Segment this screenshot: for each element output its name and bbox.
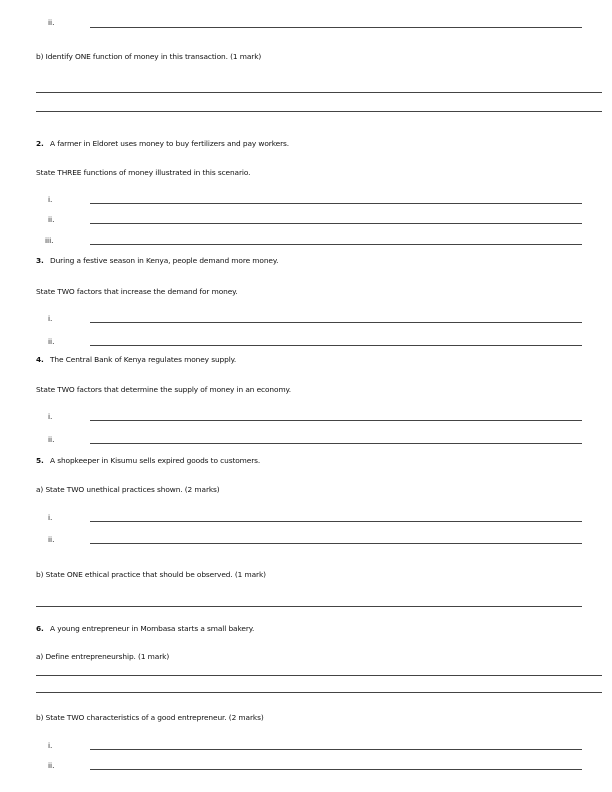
question-5b-text: b) State ONE ethical practice that should be observed. (1 mark) (36, 570, 266, 579)
answer-line[interactable] (36, 675, 602, 676)
answer-line[interactable] (90, 420, 582, 421)
answer-line[interactable] (36, 692, 602, 693)
item-label: ii. (48, 18, 55, 27)
item-label: ii. (48, 435, 55, 444)
item-label: ii. (48, 535, 55, 544)
question-6-text (36, 624, 254, 633)
question-6-stem: A young entrepreneur in Mombasa starts a small bakery. (50, 624, 255, 633)
question-number: 3. (36, 256, 44, 265)
question-6a-text: a) Define entrepreneurship. (1 mark) (36, 652, 170, 661)
question-number: 4. (36, 355, 44, 364)
answer-line[interactable] (90, 443, 582, 444)
item-label: i. (48, 513, 53, 522)
answer-line[interactable] (36, 92, 602, 93)
answer-line[interactable] (90, 27, 582, 28)
item-label: iii. (45, 236, 54, 245)
answer-line[interactable] (90, 203, 582, 204)
answer-line[interactable] (90, 769, 582, 770)
answer-line[interactable] (90, 322, 582, 323)
item-label: i. (48, 412, 53, 421)
answer-line[interactable] (90, 543, 582, 544)
question-number: 5. (36, 456, 44, 465)
answer-line[interactable] (90, 749, 582, 750)
question-6b-text: b) State TWO characteristics of a good entrepreneur. (2 marks) (36, 713, 264, 722)
question-1b-text: b) Identify ONE function of money in this transaction. (1 mark) (36, 52, 262, 61)
item-label: ii. (48, 337, 55, 346)
question-3-text (36, 256, 278, 265)
item-label: i. (48, 741, 53, 750)
answer-line[interactable] (90, 244, 582, 245)
question-4-text (36, 355, 236, 364)
question-5a-text: a) State TWO unethical practices shown. (2 marks) (36, 485, 220, 494)
question-3-instruction: State TWO factors that increase the demand for money. (36, 287, 238, 296)
question-number: 2. (36, 139, 44, 148)
answer-line[interactable] (36, 606, 582, 607)
question-5-text (36, 456, 260, 465)
item-label: ii. (48, 761, 55, 770)
question-2-instruction: State THREE functions of money illustrated in this scenario. (36, 168, 251, 177)
answer-line[interactable] (36, 111, 602, 112)
question-2-text (36, 139, 289, 148)
question-4-stem: The Central Bank of Kenya regulates money supply. (50, 355, 237, 364)
item-label: i. (48, 314, 53, 323)
answer-line[interactable] (90, 521, 582, 522)
question-number: 6. (36, 624, 44, 633)
answer-line[interactable] (90, 223, 582, 224)
question-4-instruction: State TWO factors that determine the supply of money in an economy. (36, 385, 292, 394)
question-5-stem: A shopkeeper in Kisumu sells expired goods to customers. (50, 456, 261, 465)
item-label: i. (48, 195, 53, 204)
question-2-stem: A farmer in Eldoret uses money to buy fertilizers and pay workers. (50, 139, 290, 148)
answer-line[interactable] (90, 345, 582, 346)
item-label: ii. (48, 215, 55, 224)
question-3-stem: During a festive season in Kenya, people demand more money. (50, 256, 279, 265)
